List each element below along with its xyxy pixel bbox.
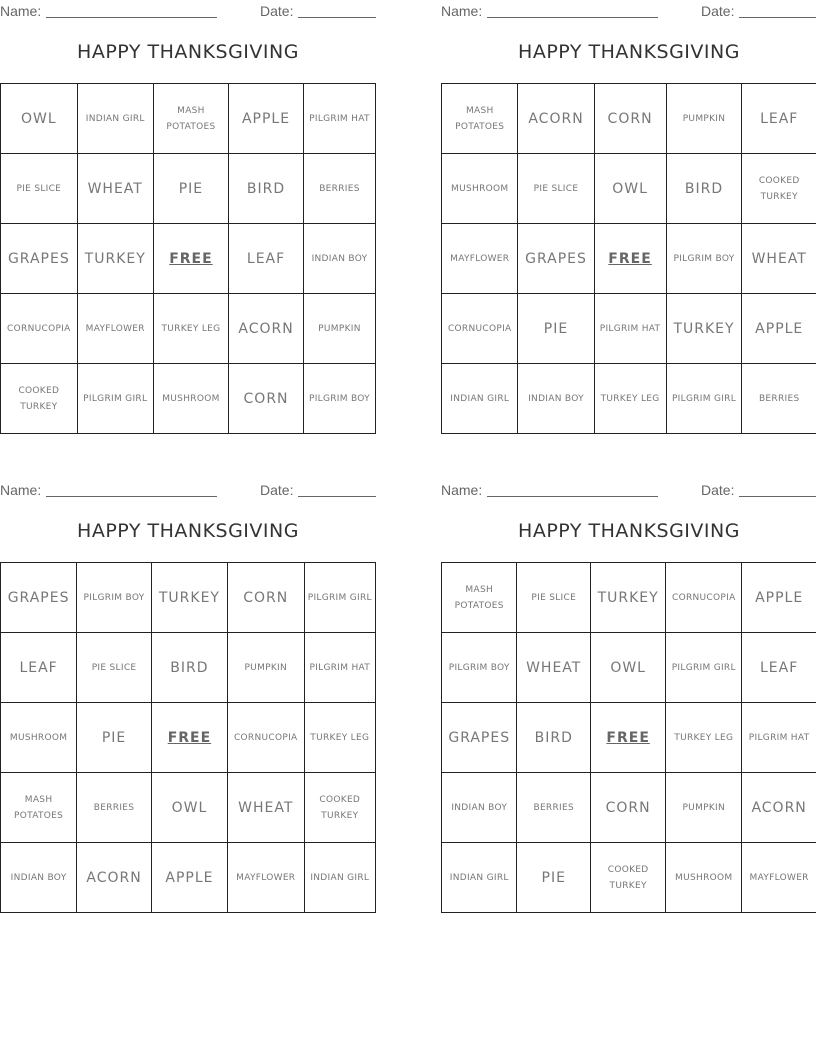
bingo-cell: MUSHROOM bbox=[666, 843, 742, 913]
bingo-grid bbox=[441, 83, 816, 434]
bingo-cell: PIE bbox=[77, 703, 152, 773]
bingo-cell: CORN bbox=[591, 773, 666, 843]
bingo-row bbox=[1, 364, 376, 434]
date-blank-line bbox=[298, 17, 376, 18]
bingo-cell: WHEAT bbox=[77, 154, 153, 224]
bingo-cell: OWL bbox=[591, 633, 666, 703]
bingo-cell: BIRD bbox=[517, 703, 591, 773]
bingo-cell: CORNUCOPIA bbox=[1, 294, 78, 364]
bingo-row bbox=[442, 294, 816, 364]
bingo-row bbox=[442, 773, 816, 843]
bingo-cell: PIE bbox=[153, 154, 228, 224]
bingo-card-2 bbox=[441, 0, 816, 404]
bingo-cell: GRAPES bbox=[1, 563, 77, 633]
card-header bbox=[441, 0, 816, 22]
bingo-cell: BERRIES bbox=[742, 364, 816, 434]
bingo-cell: OWL bbox=[594, 154, 666, 224]
bingo-cell: PILGRIM HAT bbox=[594, 294, 666, 364]
bingo-cell: PILGRIM GIRL bbox=[77, 364, 153, 434]
bingo-row bbox=[1, 84, 376, 154]
card-header bbox=[441, 479, 816, 501]
bingo-cell: APPLE bbox=[151, 843, 227, 913]
name-label: Name: bbox=[0, 482, 42, 498]
bingo-cell: PILGRIM BOY bbox=[442, 633, 517, 703]
card-header bbox=[0, 479, 376, 501]
bingo-cell: BERRIES bbox=[77, 773, 152, 843]
bingo-cell: WHEAT bbox=[227, 773, 304, 843]
bingo-cell: MUSHROOM bbox=[153, 364, 228, 434]
bingo-cell: CORN bbox=[227, 563, 304, 633]
bingo-cell: OWL bbox=[151, 773, 227, 843]
bingo-cell: PIE SLICE bbox=[77, 633, 152, 703]
bingo-cell: MASH POTATOES bbox=[153, 84, 228, 154]
date-blank-line bbox=[298, 496, 376, 497]
bingo-card-4 bbox=[441, 479, 816, 891]
card-header bbox=[0, 0, 376, 22]
name-blank-line bbox=[487, 496, 658, 497]
bingo-row bbox=[1, 633, 376, 703]
card-title: HAPPY THANKSGIVING bbox=[77, 41, 299, 63]
date-label: Date: bbox=[701, 3, 735, 19]
bingo-cell: MUSHROOM bbox=[442, 154, 518, 224]
bingo-cell: PILGRIM HAT bbox=[742, 703, 816, 773]
bingo-row bbox=[442, 703, 816, 773]
bingo-cell: INDIAN BOY bbox=[442, 773, 517, 843]
bingo-cell: GRAPES bbox=[442, 703, 517, 773]
bingo-cell: BIRD bbox=[666, 154, 742, 224]
date-label: Date: bbox=[701, 482, 735, 498]
bingo-cell: PILGRIM GIRL bbox=[304, 563, 375, 633]
name-blank-line bbox=[46, 17, 217, 18]
name-blank-line bbox=[487, 17, 658, 18]
bingo-cell: LEAF bbox=[742, 84, 816, 154]
bingo-row bbox=[1, 773, 376, 843]
bingo-cell: PUMPKIN bbox=[666, 84, 742, 154]
bingo-cell: CORN bbox=[594, 84, 666, 154]
bingo-cell: LEAF bbox=[229, 224, 304, 294]
bingo-cell: MASH POTATOES bbox=[442, 563, 517, 633]
bingo-cell: LEAF bbox=[1, 633, 77, 703]
bingo-cell: PIE SLICE bbox=[517, 563, 591, 633]
bingo-cell: MAYFLOWER bbox=[77, 294, 153, 364]
bingo-cell: COOKED TURKEY bbox=[742, 154, 816, 224]
bingo-cell: ACORN bbox=[518, 84, 594, 154]
bingo-grid bbox=[441, 562, 816, 913]
bingo-cell: TURKEY LEG bbox=[304, 703, 375, 773]
bingo-cell: MAYFLOWER bbox=[742, 843, 816, 913]
bingo-cell: APPLE bbox=[742, 294, 816, 364]
bingo-cell: INDIAN GIRL bbox=[77, 84, 153, 154]
bingo-cell: PILGRIM HAT bbox=[303, 84, 375, 154]
bingo-cell: PILGRIM GIRL bbox=[666, 364, 742, 434]
card-title: HAPPY THANKSGIVING bbox=[518, 41, 740, 63]
bingo-cell: CORNUCOPIA bbox=[666, 563, 742, 633]
bingo-grid bbox=[0, 562, 376, 913]
bingo-cell: PILGRIM GIRL bbox=[666, 633, 742, 703]
bingo-cell: BIRD bbox=[229, 154, 304, 224]
bingo-cell: INDIAN BOY bbox=[518, 364, 594, 434]
bingo-cell: PIE SLICE bbox=[1, 154, 78, 224]
bingo-cell: INDIAN GIRL bbox=[442, 364, 518, 434]
bingo-cell: PIE bbox=[517, 843, 591, 913]
bingo-cell: PUMPKIN bbox=[303, 294, 375, 364]
date-blank-line bbox=[739, 496, 816, 497]
bingo-row bbox=[442, 364, 816, 434]
bingo-cell: ACORN bbox=[742, 773, 816, 843]
bingo-row bbox=[442, 224, 816, 294]
bingo-cell: PUMPKIN bbox=[666, 773, 742, 843]
bingo-cell: INDIAN BOY bbox=[303, 224, 375, 294]
bingo-row bbox=[442, 843, 816, 913]
bingo-row bbox=[442, 633, 816, 703]
bingo-cell: WHEAT bbox=[742, 224, 816, 294]
bingo-cell: BIRD bbox=[151, 633, 227, 703]
bingo-row bbox=[1, 703, 376, 773]
bingo-cell: COOKED TURKEY bbox=[591, 843, 666, 913]
bingo-cell: BERRIES bbox=[303, 154, 375, 224]
bingo-cell: GRAPES bbox=[1, 224, 78, 294]
bingo-cell: BERRIES bbox=[517, 773, 591, 843]
card-title: HAPPY THANKSGIVING bbox=[77, 520, 299, 542]
bingo-row bbox=[442, 563, 816, 633]
name-label: Name: bbox=[0, 3, 42, 19]
bingo-cell: TURKEY LEG bbox=[594, 364, 666, 434]
bingo-row bbox=[442, 84, 816, 154]
bingo-cell: ACORN bbox=[77, 843, 152, 913]
bingo-cell: LEAF bbox=[742, 633, 816, 703]
free-space-cell: FREE bbox=[153, 224, 228, 294]
bingo-cell: TURKEY LEG bbox=[153, 294, 228, 364]
bingo-cell: COOKED TURKEY bbox=[1, 364, 78, 434]
bingo-row bbox=[1, 154, 376, 224]
bingo-cell: MAYFLOWER bbox=[227, 843, 304, 913]
bingo-cell: MUSHROOM bbox=[1, 703, 77, 773]
bingo-cell: CORNUCOPIA bbox=[227, 703, 304, 773]
free-space-cell: FREE bbox=[151, 703, 227, 773]
bingo-row bbox=[1, 843, 376, 913]
bingo-cell: APPLE bbox=[742, 563, 816, 633]
bingo-cell: MASH POTATOES bbox=[442, 84, 518, 154]
card-title: HAPPY THANKSGIVING bbox=[518, 520, 740, 542]
bingo-cell: TURKEY bbox=[77, 224, 153, 294]
bingo-row bbox=[1, 224, 376, 294]
date-label: Date: bbox=[260, 482, 294, 498]
bingo-cell: PILGRIM HAT bbox=[304, 633, 375, 703]
bingo-row bbox=[442, 154, 816, 224]
date-blank-line bbox=[739, 17, 816, 18]
bingo-cell: PILGRIM BOY bbox=[77, 563, 152, 633]
free-space-cell: FREE bbox=[591, 703, 666, 773]
bingo-card-1 bbox=[0, 0, 376, 412]
name-label: Name: bbox=[441, 482, 483, 498]
bingo-cell: MAYFLOWER bbox=[442, 224, 518, 294]
bingo-cell: CORNUCOPIA bbox=[442, 294, 518, 364]
bingo-cell: PILGRIM BOY bbox=[666, 224, 742, 294]
bingo-cell: CORN bbox=[229, 364, 304, 434]
bingo-cell: MASH POTATOES bbox=[1, 773, 77, 843]
bingo-cell: INDIAN BOY bbox=[1, 843, 77, 913]
bingo-cell: OWL bbox=[1, 84, 78, 154]
date-label: Date: bbox=[260, 3, 294, 19]
bingo-cell: TURKEY bbox=[591, 563, 666, 633]
bingo-cell: ACORN bbox=[229, 294, 304, 364]
name-blank-line bbox=[46, 496, 217, 497]
free-space-cell: FREE bbox=[594, 224, 666, 294]
bingo-row bbox=[1, 563, 376, 633]
bingo-cell: TURKEY bbox=[151, 563, 227, 633]
name-label: Name: bbox=[441, 3, 483, 19]
bingo-cell: PIE SLICE bbox=[518, 154, 594, 224]
bingo-card-3 bbox=[0, 479, 376, 886]
bingo-cell: PUMPKIN bbox=[227, 633, 304, 703]
bingo-cell: PIE bbox=[518, 294, 594, 364]
bingo-cell: COOKED TURKEY bbox=[304, 773, 375, 843]
bingo-cell: TURKEY LEG bbox=[666, 703, 742, 773]
bingo-cell: APPLE bbox=[229, 84, 304, 154]
bingo-cell: INDIAN GIRL bbox=[304, 843, 375, 913]
bingo-cell: GRAPES bbox=[518, 224, 594, 294]
bingo-cell: INDIAN GIRL bbox=[442, 843, 517, 913]
bingo-cell: PILGRIM BOY bbox=[303, 364, 375, 434]
bingo-grid bbox=[0, 83, 376, 434]
bingo-row bbox=[1, 294, 376, 364]
bingo-cell: TURKEY bbox=[666, 294, 742, 364]
bingo-cell: WHEAT bbox=[517, 633, 591, 703]
